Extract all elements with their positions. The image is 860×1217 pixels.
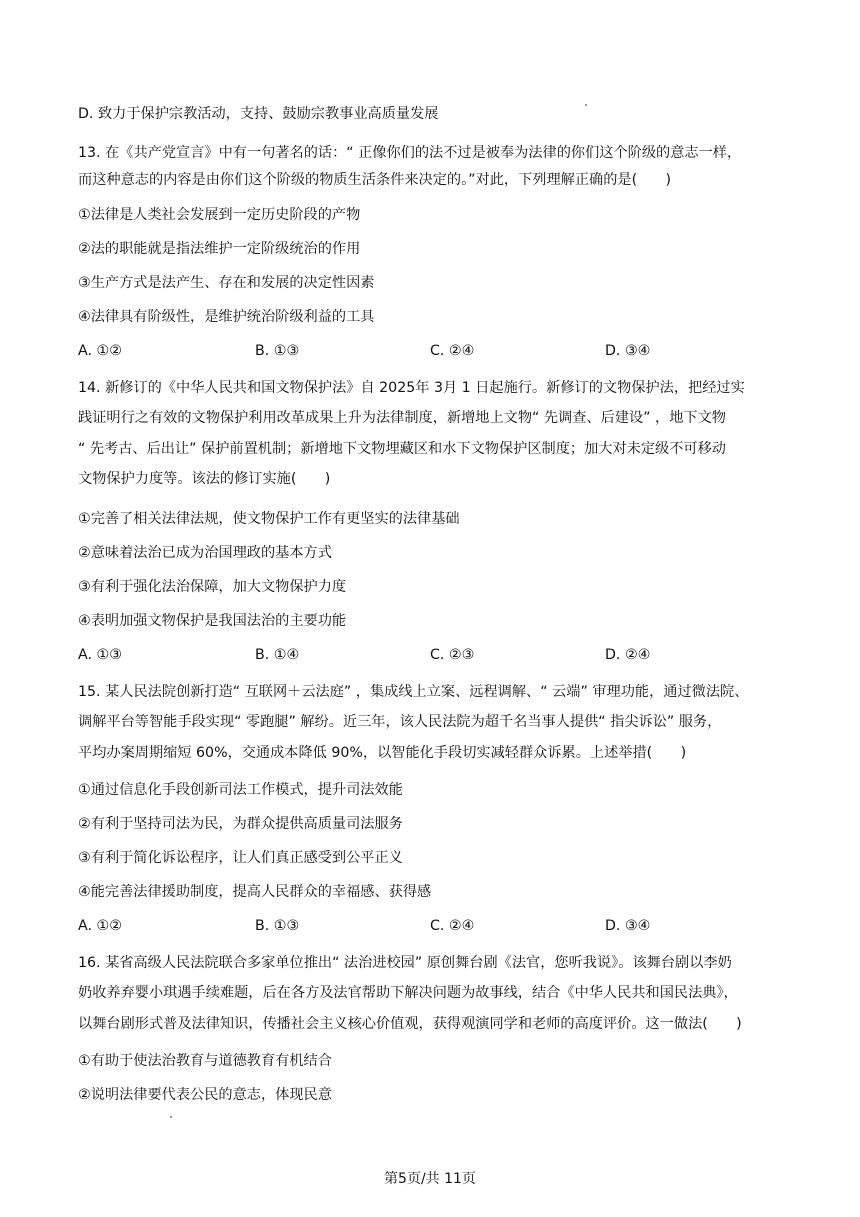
q13-stem-line-1: 13. 在《共产党宣言》中有一句著名的话：“ 正像你们的法不过是被奉为法律的你们这个阶级的意志一样， [78,145,742,161]
q13-stem-line-2: 而这种意志的内容是由你们这个阶级的物质生活条件来决定的。”对此，下列理解正确的是( ) [78,172,672,188]
q13-item-3: ③生产方式是法产生、存在和发展的决定性因素 [78,275,375,291]
q13-option-b: B. ①③ [255,343,300,359]
q13-option-d: D. ③④ [605,343,651,359]
q13-item-1: ①法律是人类社会发展到一定历史阶段的产物 [78,207,361,223]
q14-option-b: B. ①④ [255,647,300,663]
q16-stem-line-2: 奶收养弃婴小琪遇手续难题，后在各方及法官帮助下解决问题为故事线，结合《中华人民共和国民法典》， [78,985,738,1001]
q14-stem-line-4: 文物保护力度等。该法的修订实施( ) [78,471,331,487]
q13-option-a: A. ①② [78,343,122,359]
q15-item-3: ③有利于简化诉讼程序，让人们真正感受到公平正义 [78,850,403,866]
q15-option-c: C. ②④ [430,918,475,934]
scan-speck [585,104,587,106]
q15-option-a: A. ①② [78,918,122,934]
q14-stem-line-1: 14. 新修订的《中华人民共和国文物保护法》自 2025年 3月 1 日起施行。新修订的文物保护法，把经过实 [78,380,745,396]
q14-item-1: ①完善了相关法律法规，使文物保护工作有更坚实的法律基础 [78,511,460,527]
q14-options [78,645,778,665]
q15-option-b: B. ①③ [255,918,300,934]
q13-options [78,341,778,361]
q14-item-4: ④表明加强文物保护是我国法治的主要功能 [78,613,347,629]
q15-options [78,916,778,936]
q15-item-1: ①通过信息化手段创新司法工作模式，提升司法效能 [78,782,403,798]
q15-stem-line-1: 15. 某人民法院创新打造“ 互联网＋云法庭” ，集成线上立案、远程调解、“ 云端” 审理功能，通过微法院、 [78,684,749,700]
scan-speck [170,1116,172,1118]
q13-item-4: ④法律具有阶级性，是维护统治阶级利益的工具 [78,309,375,325]
q14-stem-line-2: 践证明行之有效的文物保护利用改革成果上升为法律制度，新增地上文物“ 先调查、后建设” ，地下文物 [78,410,726,426]
q13-item-2: ②法的职能就是指法维护一定阶级统治的作用 [78,241,361,257]
q14-stem-line-3: “ 先考古、后出让” 保护前置机制；新增地下文物埋藏区和水下文物保护区制度；加大对未定级不可移动 [78,441,726,457]
q14-item-3: ③有利于强化法治保障，加大文物保护力度 [78,579,347,595]
q15-option-d: D. ③④ [605,918,651,934]
q15-stem-line-3: 平均办案周期缩短 60%，交通成本降低 90%，以智能化手段切实减轻群众诉累。上述举措( ) [78,745,687,761]
q13-option-c: C. ②④ [430,343,475,359]
q14-item-2: ②意味着法治已成为治国理政的基本方式 [78,545,332,561]
page-number: 第5页/共 11页 [384,1171,476,1187]
q15-item-4: ④能完善法律援助制度，提高人民群众的幸福感、获得感 [78,884,432,900]
q15-stem-line-2: 调解平台等智能手段实现“ 零跑腿” 解纷。近三年，该人民法院为超千名当事人提供“ 指尖诉讼” 服务， [78,714,722,730]
q15-item-2: ②有利于坚持司法为民，为群众提供高质量司法服务 [78,816,403,832]
q14-option-c: C. ②③ [430,647,475,663]
q16-item-1: ①有助于使法治教育与道德教育有机结合 [78,1053,332,1069]
q16-stem-line-3: 以舞台剧形式普及法律知识，传播社会主义核心价值观，获得观演同学和老师的高度评价。这一做法( ) [78,1016,742,1032]
q14-option-d: D. ②④ [605,647,651,663]
q16-stem-line-1: 16. 某省高级人民法院联合多家单位推出“ 法治进校园” 原创舞台剧《法官，您听我说》。该舞台剧以李奶 [78,955,732,971]
q12-option-d: D. 致力于保护宗教活动，支持、鼓励宗教事业高质量发展 [78,106,439,122]
q14-option-a: A. ①③ [78,647,122,663]
q16-item-2: ②说明法律要代表公民的意志，体现民意 [78,1087,332,1103]
